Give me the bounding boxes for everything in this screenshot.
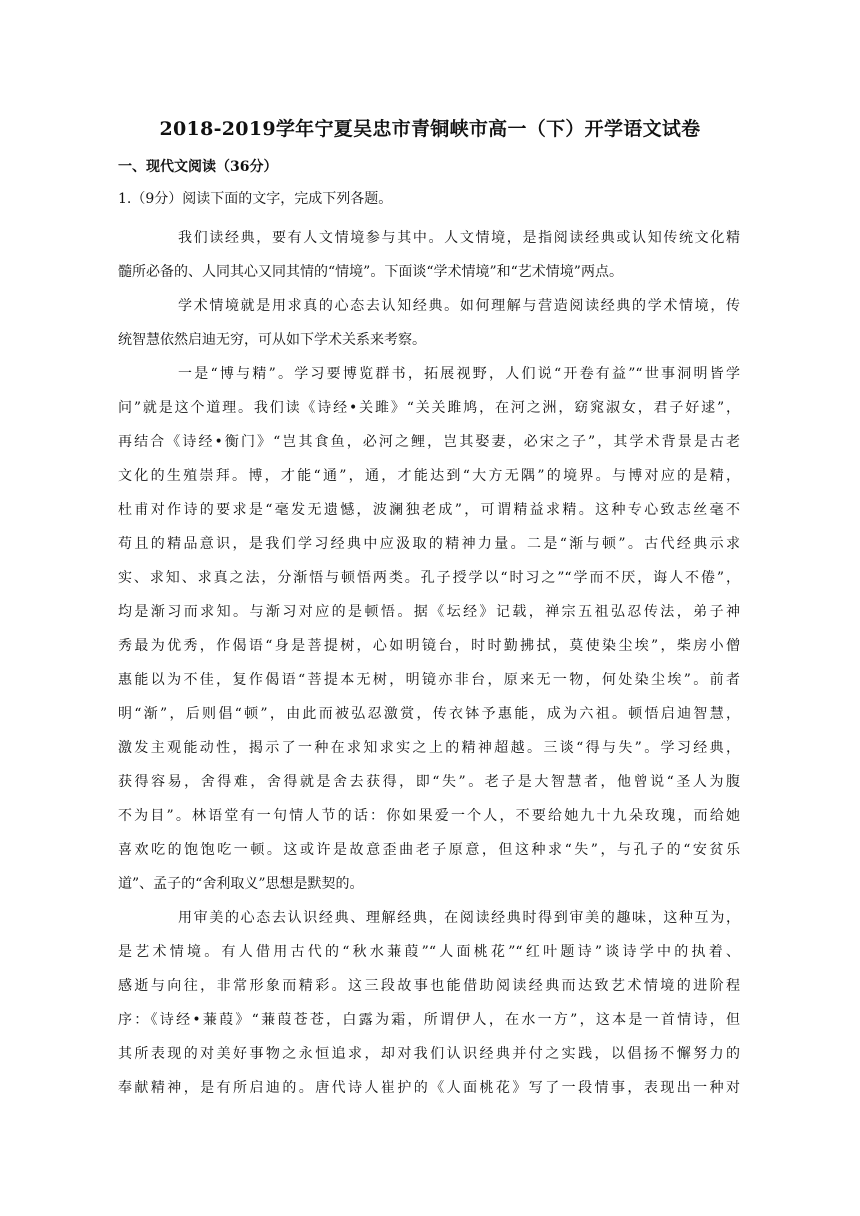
paragraph-line: 感逝与向往，非常形象而精彩。这三段故事也能借助阅读经典而达致艺术情境的进阶程 [118, 978, 740, 994]
passage-paragraph [118, 289, 740, 357]
paragraph-line: 均是渐习而求知。与渐习对应的是顿悟。据《坛经》记载，禅宗五祖弘忍传法，弟子神 [118, 604, 740, 620]
paragraph-line: 明“渐”，后则倡“顿”，由此而被弘忍激赏，传衣钵予惠能，成为六祖。顿悟启迪智慧， [118, 706, 740, 722]
paragraph-line: 获得容易，舍得难，舍得就是舍去获得，即“失”。老子是大智慧者，他曾说“圣人为腹 [118, 774, 740, 790]
paragraph-line: 学术情境就是用求真的心态去认知经典。如何理解与营造阅读经典的学术情境，传 [178, 298, 740, 314]
paragraph-line: 是艺术情境。有人借用古代的“秋水蒹葭”“人面桃花”“红叶题诗”谈诗学中的执着、 [118, 944, 740, 960]
paragraph-line: 奉献精神，是有所启迪的。唐代诗人崔护的《人面桃花》写了一段情事，表现出一种对 [118, 1080, 740, 1096]
paragraph-line: 其所表现的对美好事物之永恒追求，却对我们认识经典并付之实践，以倡扬不懈努力的 [118, 1046, 740, 1062]
paragraph-line: 髓所必备的、人同其心又同其情的“情境”。下面谈“学术情境”和“艺术情境”两点。 [118, 264, 623, 280]
paragraph-line: 苟且的精品意识，是我们学习经典中应汲取的精神力量。二是“渐与顿”。古代经典示求 [118, 536, 740, 552]
paragraph-line: 实、求知、求真之法，分渐悟与顿悟两类。孔子授学以“时习之”“学而不厌，诲人不倦”， [118, 570, 740, 586]
section-heading: 一、现代文阅读（36分） [118, 159, 278, 175]
passage-paragraph [118, 357, 740, 901]
paragraph-line: 惠能以为不佳，复作偈语“菩提本无树，明镜亦非台，原来无一物，何处染尘埃”。前者 [118, 672, 740, 688]
paragraph-line: 用审美的心态去认识经典、理解经典，在阅读经典时得到审美的趣味，这种互为， [178, 910, 740, 926]
paragraph-line: 统智慧依然启迪无穷，可从如下学术关系来考察。 [118, 332, 426, 348]
question-intro: 1.（9分）阅读下面的文字，完成下列各题。 [118, 191, 393, 207]
paragraph-line: 不为目”。林语堂有一句情人节的话：你如果爱一个人，不要给她九十九朵玫瑰，而给她 [118, 808, 740, 824]
paragraph-line: 杜甫对作诗的要求是“毫发无遗憾，波澜独老成”，可谓精益求精。这种专心致志丝毫不 [118, 502, 740, 518]
paragraph-line: 再结合《诗经•衡门》“岂其食鱼，必河之鲤，岂其娶妻，必宋之子”，其学术背景是古老 [118, 434, 740, 450]
passage-paragraph [118, 901, 740, 1105]
paragraph-line: 道”、孟子的“舍利取义”思想是默契的。 [118, 876, 364, 892]
reading-passage [118, 221, 740, 1105]
paragraph-line: 激发主观能动性，揭示了一种在求知求实之上的精神超越。三谈“得与失”。学习经典， [118, 740, 740, 756]
passage-paragraph [118, 221, 740, 289]
exam-title: 2018-2019学年宁夏吴忠市青铜峡市高一（下）开学语文试卷 [159, 118, 701, 140]
paragraph-line: 喜欢吃的饱饱吃一顿。这或许是故意歪曲老子原意，但这种求“失”，与孔子的“安贫乐 [118, 842, 740, 858]
paragraph-line: 序：《诗经•蒹葭》“蒹葭苍苍，白露为霜，所谓伊人，在水一方”，这本是一首情诗，但 [118, 1012, 740, 1028]
paragraph-line: 问”就是这个道理。我们读《诗经•关雎》“关关雎鸠，在河之洲，窈窕淑女，君子好逑”， [118, 400, 740, 416]
paragraph-line: 秀最为优秀，作偈语“身是菩提树，心如明镜台，时时勤拂拭，莫使染尘埃”，柴房小僧 [118, 638, 740, 654]
paragraph-line: 我们读经典，要有人文情境参与其中。人文情境，是指阅读经典或认知传统文化精 [178, 230, 740, 246]
paragraph-line: 一是“博与精”。学习要博览群书，拓展视野，人们说“开卷有益”“世事洞明皆学 [178, 366, 740, 382]
paragraph-line: 文化的生殖崇拜。博，才能“通”，通，才能达到“大方无隅”的境界。与博对应的是精， [118, 468, 740, 484]
